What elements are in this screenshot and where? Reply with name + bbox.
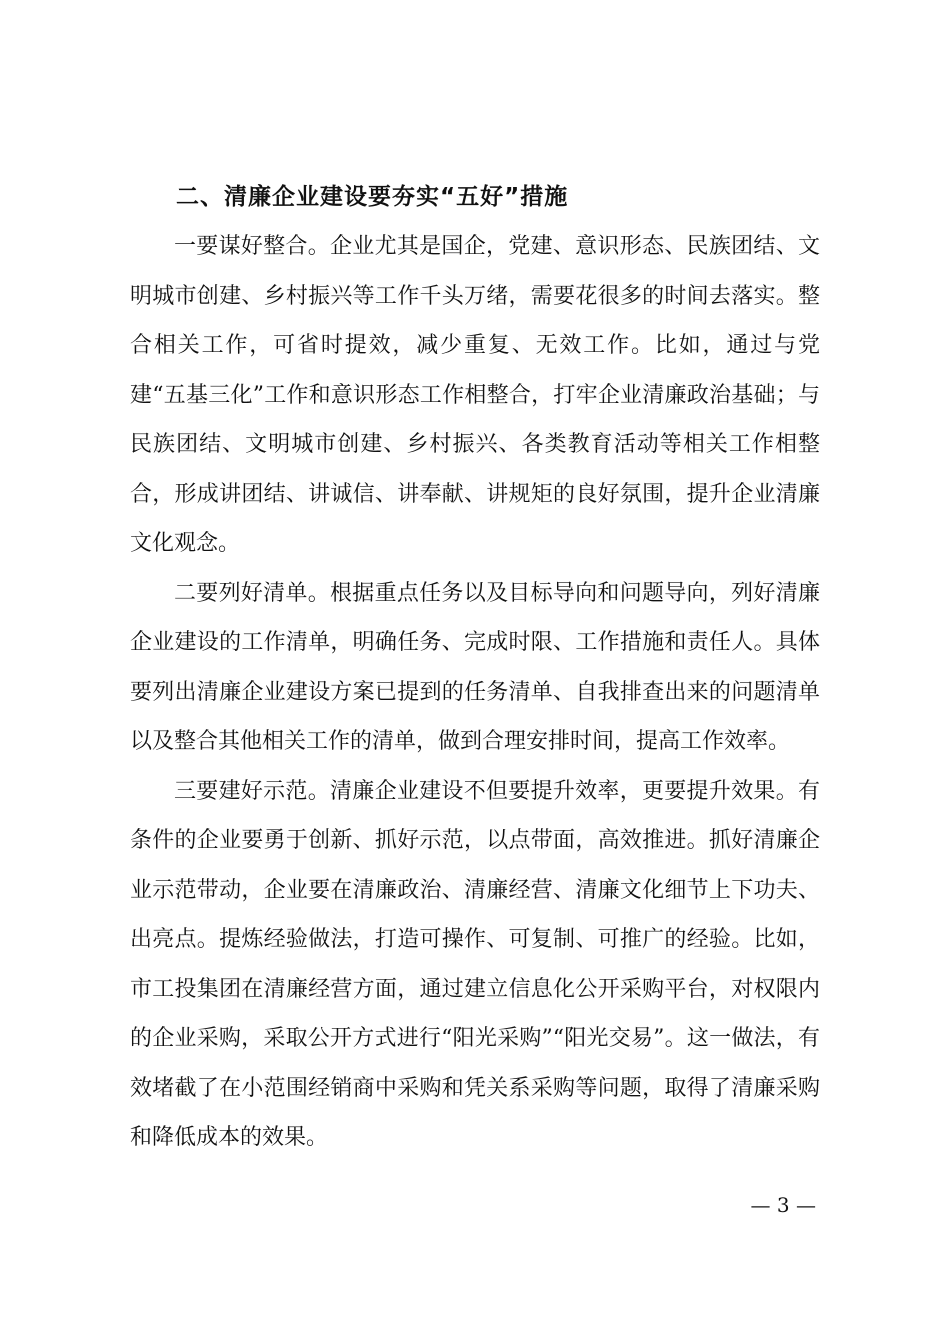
paragraph-checklist: 二要列好清单。根据重点任务以及目标导向和问题导向，列好清廉企业建设的工作清单，明确任务、完成时限、工作措施和责任人。具体要列出清廉企业建设方案已提到的任务清单、自我排查出来的问题清单以及整合其他相关工作的清单，做到合理安排时间，提高工作效率。 <box>130 580 820 754</box>
paragraph-integration: 一要谋好整合。企业尤其是国企，党建、意识形态、民族团结、文明城市创建、乡村振兴等工作千头万绪，需要花很多的时间去落实。整合相关工作，可省时提效，减少重复、无效工作。比如，通过与党建“五基三化”工作和意识形态工作相整合，打牢企业清廉政治基础；与民族团结、文明城市创建、乡村振兴、各类教育活动等相关工作相整合，形成讲团结、讲诚信、讲奉献、讲规矩的良好氛围，提升企业清廉文化观念。 <box>130 234 820 556</box>
paragraph-demonstration: 三要建好示范。清廉企业建设不但要提升效率，更要提升效果。有条件的企业要勇于创新、抓好示范，以点带面，高效推进。抓好清廉企业示范带动，企业要在清廉政治、清廉经营、清廉文化细节上下功夫、出亮点。提炼经验做法，打造可操作、可复制、可推广的经验。比如，市工投集团在清廉经营方面，通过建立信息化公开采购平台，对权限内的企业采购，采取公开方式进行“阳光采购”“阳光交易”。这一做法，有效堵截了在小范围经销商中采购和凭关系采购等问题，取得了清廉采购和降低成本的效果。 <box>130 778 820 1150</box>
section-heading: 二、清廉企业建设要夯实“五好”措施 <box>176 184 569 210</box>
page-number: — 3 — <box>750 1193 816 1217</box>
body-text <box>130 222 820 1163</box>
